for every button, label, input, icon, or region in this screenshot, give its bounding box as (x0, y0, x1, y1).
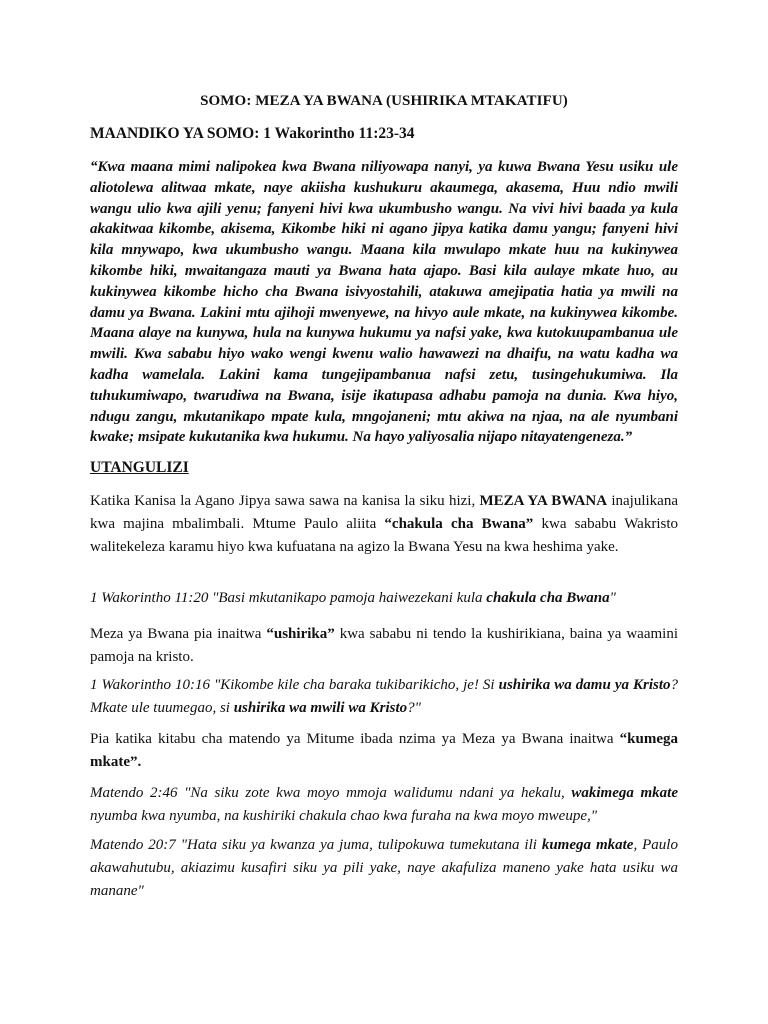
body-paragraph (90, 728, 678, 774)
verse-emphasis: ushirika wa mwili wa Kristo (233, 700, 408, 716)
verse-reference: 1 Wakorintho 10:16 (90, 677, 210, 693)
paragraph-emphasis: “ushirika” (266, 626, 335, 642)
verse-quote (90, 834, 678, 903)
intro-text: inajulikana kwa majina mbalimbali. Mtume Paulo aliita (90, 493, 678, 532)
verse-quote (90, 587, 678, 610)
verse-emphasis: chakula cha Bwana (486, 590, 610, 606)
verse-text: ʺ (609, 590, 616, 606)
intro-text: Katika Kanisa la Agano Jipya sawa sawa na kanisa la siku hizi, (90, 493, 480, 509)
intro-paragraph (90, 490, 678, 559)
intro-emphasis: “chakula cha Bwana” (384, 516, 534, 532)
scripture-reference: MAANDIKO YA SOMO: 1 Wakorintho 11:23-34 (90, 125, 415, 142)
intro-emphasis: MEZA YA BWANA (479, 493, 608, 509)
verse-text: ʺKikombe kile cha baraka tukibarikicho, je! Si (209, 677, 499, 693)
verse-text: ʺHata siku ya kwanza ya juma, tulipokuwa tumekutana ili (175, 837, 542, 853)
verse-reference: Matendo 2:46 (90, 785, 178, 801)
verse-reference: 1 Wakorintho 11:20 (90, 590, 209, 606)
verse-reference: Matendo 20:7 (90, 837, 176, 853)
scripture-quote: “Kwa maana mimi nalipokea kwa Bwana niliyowapa nanyi, ya kuwa Bwana Yesu usiku ule aliotolewa alitwaa mkate, naye akiisha kushukuru akaumega, akasema, Huu ndio mwili wangu ulio kwa ajili yenu; fanyeni hivi kwa ukumbusho wangu. Na vivi hivi baada ya kula akakitwaa kikombe, akisema, Kikombe hiki ni agano jipya katika damu yangu; fanyeni hivi kila mnywapo, kwa ukumbusho wangu. Maana kila mwulapo mkate huu na kukinywea kikombe hiki, mwaitangaza mauti ya Bwana hata ajapo. Basi kila aulaye mkate huo, au kukinywea kikombe hicho cha Bwana isivyostahili, atakuwa amejipatia hatia ya mwili na damu ya Bwana. Lakini mtu ajihoji mwenyewe, na hivyo aule mkate, na kukinywea kikombe. Maana alaye na kunywa, hula na kunywa hukumu ya nafsi yake, kwa kutokuupambanua ule mwili. Kwa sababu hiyo wako wengi kwenu walio hawawezi na dhaifu, na watu kadha wa kadha wamelala. Lakini kama tungejipambanua nafsi zetu, tusingehukumiwa. Ila tuhukumiwapo, twarudiwa na Bwana, isije ikatupasa adhabu pamoja na dunia. Kwa hiyo, ndugu zangu, mkutanikapo mpate kula, mngojaneni; mtu akiwa na njaa, na ale nyumbani kwake; msipate kukutanika kwa hukumu. Na hayo yaliyosalia nijapo nitayatengeneza.” (90, 159, 678, 446)
verse-text: , Paulo akawahutubu, akiazimu kusafiri siku ya pili yake, naye akafuliza maneno yake hata usiku wa mananeʺ (90, 837, 678, 899)
section-heading: UTANGULIZI (90, 459, 189, 476)
verse-text: ? Mkate ule tuumegao, si (90, 677, 678, 716)
intro-text: kwa sababu Wakristo walitekeleza karamu hiyo kwa kufuatana na agizo la Bwana Yesu na kwa heshima yake. (90, 516, 678, 555)
verse-text: ?ʺ (407, 700, 421, 716)
paragraph-emphasis: “kumega mkate”. (90, 731, 678, 770)
verse-emphasis: ushirika wa damu ya Kristo (498, 677, 671, 693)
verse-emphasis: kumega mkate (541, 837, 634, 853)
paragraph-text: Meza ya Bwana pia inaitwa (90, 626, 267, 642)
body-paragraph (90, 623, 678, 669)
verse-text: ʺNa siku zote kwa moyo mmoja walidumu ndani ya hekalu, (177, 785, 572, 801)
verse-emphasis: wakimega mkate (571, 785, 678, 801)
verse-text: ʺBasi mkutanikapo pamoja haiwezekani kula (208, 590, 487, 606)
verse-quote (90, 674, 678, 720)
verse-quote (90, 782, 678, 828)
paragraph-text: kwa sababu ni tendo la kushirikiana, baina ya waamini pamoja na kristo. (90, 626, 678, 665)
verse-text: nyumba kwa nyumba, na kushiriki chakula chao kwa furaha na kwa moyo mweupe,ʺ (90, 808, 598, 824)
page-title: SOMO: MEZA YA BWANA (USHIRIKA MTAKATIFU) (200, 93, 568, 109)
paragraph-text: Pia katika kitabu cha matendo ya Mitume ibada nzima ya Meza ya Bwana inaitwa (90, 731, 620, 747)
